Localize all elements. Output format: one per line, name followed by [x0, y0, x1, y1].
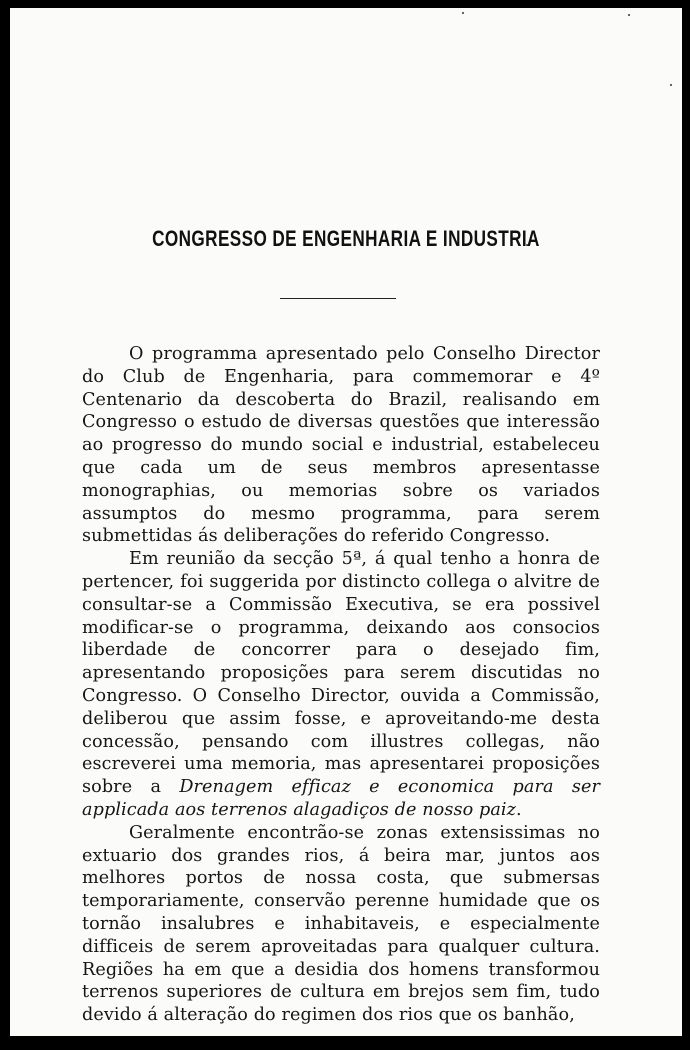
- paragraph-1: O programma apresentado pelo Conselho Director do Club de Engenharia, para commemorar e 4º Centenario da descoberta do Brazil, realisando em Congresso o estudo de diversas questões que interessão ao progresso do mundo social e industrial, estabeleceu que cada um de seus membros apresentasse monographias, ou memorias sobre os variados assumptos do mesmo programma, para serem submettidas ás deliberações do referido Congresso.: [82, 344, 600, 547]
- title-divider: [280, 298, 396, 299]
- paper-speck: [670, 84, 672, 86]
- paper-speck: [462, 12, 464, 14]
- paper-speck: [628, 14, 630, 16]
- paragraph-2-text: Em reunião da secção 5ª, á qual tenho a honra de pertencer, foi suggerida por distincto collega o alvitre de consultar-se a Commissão Executiva, se era possivel modificar-se o programma, deixando aos consocios liberdade de concorrer para o desejado fim, apresentando proposições para serem discutidas no Congresso. O Conselho Director, ouvida a Commissão, deliberou que assim fosse, e aproveitando-me desta concessão, pensando com illustres collegas, não escreverei uma memoria, mas apresentarei proposições sobre a: [82, 549, 600, 798]
- paragraph-3: Geralmente encontrão-se zonas extensissimas no extuario dos grandes rios, á beira mar, juntos aos melhores portos de nossa costa, que submersas temporariamente, conservão perenne humidade que os tornão insalubres e inhabitaveis, e especialmente difficeis de serem aproveitadas para qualquer cultura. Regiões ha em que a desidia dos homens transformou terrenos superiores de cultura em brejos sem fim, tudo devido á alteração do regimen dos rios que os banhão,: [82, 822, 600, 1026]
- paragraph-2-end: .: [516, 799, 522, 820]
- body-text: [82, 343, 600, 1027]
- page-title: CONGRESSO DE ENGENHARIA E INDUSTRIA: [152, 226, 540, 251]
- paragraph-2-italic-text: Drenagem efficaz e economica para ser applicada aos terrenos alagadiços de nosso paiz: [82, 777, 600, 820]
- document-page: [10, 8, 682, 1036]
- paragraph-2: [82, 548, 600, 822]
